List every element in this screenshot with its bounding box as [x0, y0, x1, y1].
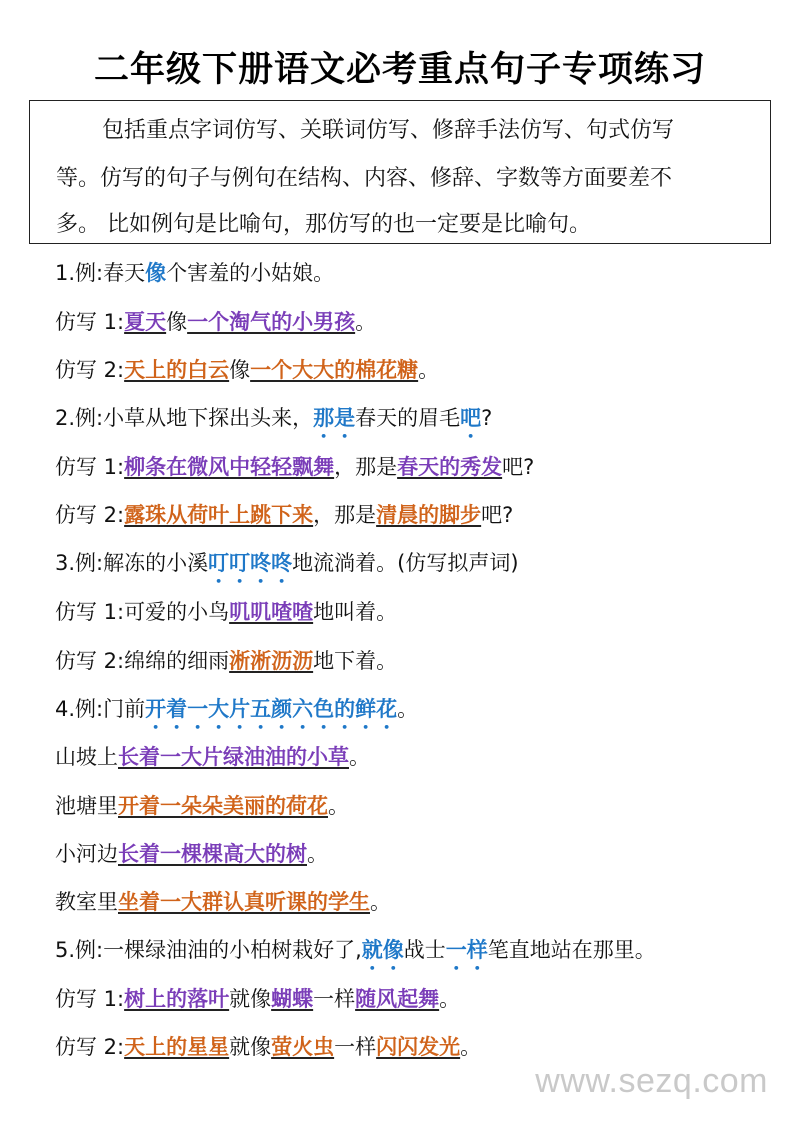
keyword: 就像 [361, 938, 404, 962]
text-segment: 一样 [334, 1035, 377, 1059]
text-segment: 仿写 2: [55, 503, 125, 527]
text-segment: 。 [328, 794, 349, 818]
text-segment: 。 [460, 1035, 482, 1059]
answer-underlined: 天上的星星 [124, 1035, 230, 1059]
answer-underlined: 天上的白云 [124, 358, 230, 382]
text-segment: 就像 [229, 1035, 272, 1059]
text-segment: 山坡上 [55, 745, 118, 769]
text-segment: 仿写 1:可爱的小鸟 [55, 600, 230, 624]
text-segment: 像 [166, 310, 188, 334]
imitation-4-1 [55, 741, 370, 771]
example-5 [55, 934, 656, 975]
keyword: 那是 [313, 406, 356, 430]
text-segment: 5.例:一棵绿油油的小柏树栽好了, [55, 938, 362, 962]
answer-underlined: 闪闪发光 [376, 1035, 461, 1059]
answer-underlined: 一个大大的棉花糖 [250, 358, 419, 382]
text-segment: 。 [307, 842, 328, 866]
answer-underlined: 树上的落叶 [124, 987, 230, 1011]
answer-underlined: 柳条在微风中轻轻飘舞 [124, 455, 335, 479]
answer-underlined: 坐着一大群认真听课的学生 [118, 890, 370, 914]
example-2 [55, 402, 492, 443]
text-segment: 池塘里 [55, 794, 118, 818]
answer-underlined: 叽叽喳喳 [229, 600, 314, 624]
text-segment: 一样 [313, 987, 356, 1011]
text-segment: 仿写 1: [55, 310, 125, 334]
answer-underlined: 夏天 [124, 310, 167, 334]
intro-box [29, 100, 771, 244]
answer-underlined: 随风起舞 [355, 987, 440, 1011]
text-segment: 吧? [481, 503, 514, 527]
imitation-4-3 [55, 838, 328, 868]
text-segment: 仿写 2:绵绵的细雨 [55, 649, 230, 673]
example-4 [55, 693, 418, 734]
text-segment: 仿写 2: [55, 358, 125, 382]
text-segment: 小河边 [55, 842, 118, 866]
text-segment: 仿写 1: [55, 455, 125, 479]
answer-underlined: 春天的秀发 [397, 455, 503, 479]
example-3 [55, 547, 519, 588]
text-segment: 3.例:解冻的小溪 [55, 551, 209, 575]
imitation-2-2 [55, 499, 513, 529]
watermark: www.sezq.com [535, 1062, 768, 1100]
intro-line-1: 包括重点字词仿写、关联词仿写、修辞手法仿写、句式仿写 [102, 118, 675, 143]
text-segment: 战士 [403, 938, 446, 962]
text-segment: ? [481, 406, 493, 430]
imitation-3-2 [55, 645, 397, 675]
text-segment: 。 [397, 697, 419, 721]
imitation-3-1 [55, 596, 397, 626]
imitation-4-4 [55, 886, 391, 916]
text-segment: 就像 [229, 987, 272, 1011]
text-segment: 。 [355, 310, 377, 334]
text-segment: 地流淌着。(仿写拟声词) [292, 551, 519, 575]
keyword: 一样 [445, 938, 488, 962]
text-segment: 教室里 [55, 890, 118, 914]
text-segment: 仿写 2: [55, 1035, 125, 1059]
answer-underlined: 一个淘气的小男孩 [187, 310, 356, 334]
text-segment: 仿写 1: [55, 987, 125, 1011]
text-segment: 1.例:春天 [55, 261, 146, 285]
imitation-1-1 [55, 306, 376, 336]
text-segment: ，那是 [313, 503, 377, 527]
text-segment: 。 [439, 987, 461, 1011]
text-segment: 。 [349, 745, 370, 769]
text-segment: 笔直地站在那里。 [487, 938, 656, 962]
text-segment: 个害羞的小姑娘。 [166, 261, 335, 285]
answer-underlined: 露珠从荷叶上跳下来 [124, 503, 314, 527]
page-title: 二年级下册语文必考重点句子专项练习 [93, 50, 706, 90]
text-segment: 4.例:门前 [55, 697, 146, 721]
answer-underlined: 清晨的脚步 [376, 503, 482, 527]
imitation-2-1 [55, 451, 534, 481]
answer-underlined: 淅淅沥沥 [229, 649, 314, 673]
keyword: 开着一大片五颜六色的鲜花 [145, 697, 398, 721]
example-1 [55, 257, 334, 287]
answer-underlined: 长着一大片绿油油的小草 [118, 745, 349, 769]
imitation-4-2 [55, 790, 349, 820]
text-segment: 地下着。 [313, 649, 398, 673]
imitation-1-2 [55, 354, 439, 384]
answer-underlined: 萤火虫 [271, 1035, 335, 1059]
text-segment: 。 [370, 890, 391, 914]
text-segment: 像 [229, 358, 251, 382]
keyword: 像 [145, 261, 167, 285]
text-segment: 。 [418, 358, 440, 382]
imitation-5-2 [55, 1031, 481, 1061]
text-segment: 春天的眉毛 [355, 406, 461, 430]
text-segment: ，那是 [334, 455, 398, 479]
imitation-5-1 [55, 983, 460, 1013]
answer-underlined: 蝴蝶 [271, 987, 314, 1011]
keyword: 吧 [460, 406, 482, 430]
keyword: 叮叮咚咚 [208, 551, 293, 575]
intro-line-3: 多。 比如例句是比喻句，那仿写的也一定要是比喻句。 [56, 212, 591, 237]
text-segment: 地叫着。 [313, 600, 398, 624]
text-segment: 吧? [502, 455, 535, 479]
text-segment: 2.例:小草从地下探出头来， [55, 406, 314, 430]
answer-underlined: 开着一朵朵美丽的荷花 [118, 794, 328, 818]
intro-line-2: 等。仿写的句子与例句在结构、内容、修辞、字数等方面要差不 [56, 166, 673, 191]
answer-underlined: 长着一棵棵高大的树 [118, 842, 307, 866]
